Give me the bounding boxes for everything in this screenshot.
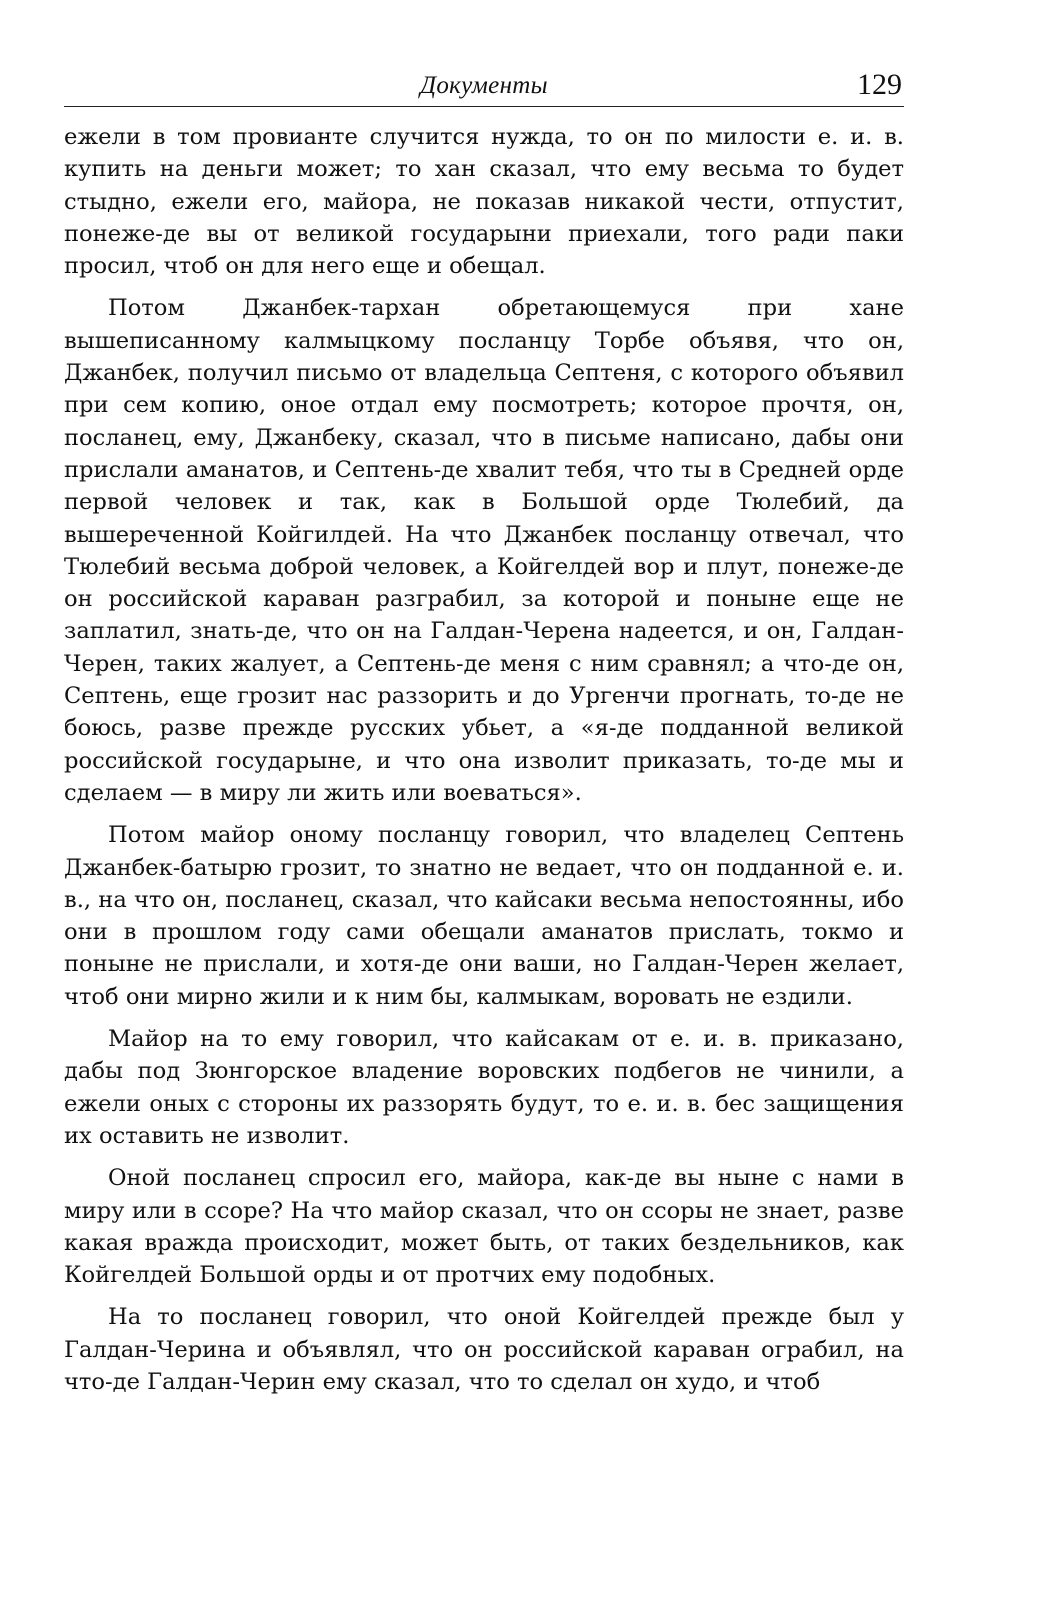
paragraph-1: ежели в том провианте случится нужда, то он по милости е. и. в. купить на деньги может; то хан сказал, что ему весьма то будет стыдно, ежели его, майора, не показав никакой чести, отпустит, понеже-де вы от великой государыни приехали, того ради паки просил, чтоб он для него еще и обещал. — [64, 124, 904, 280]
paragraph-5: Оной посланец спросил его, майора, как-де вы ныне с нами в миру или в ссоре? На что майор сказал, что он ссоры не знает, разве какая вражда происходит, может быть, от таких бездельников, как Койгелдей Большой орды и от протчих ему подобных. — [64, 1165, 904, 1289]
paragraph-2: Потом Джанбек-тархан обретающемуся при хане вышеписанному калмыцкому посланцу Торбе объявя, что он, Джанбек, получил письмо от владельца Септеня, с которого объявил при сем копию, оное отдал ему посмотреть; которое прочтя, он, посланец, ему, Джанбеку, сказал, что в письме написано, дабы они прислали аманатов, и Септень-де хвалит тебя, что ты в Средней орде первой человек и так, как в Большой орде Тюлебий, да вышереченной Койгилдей. На что Джанбек посланцу отвечал, что Тюлебий весьма доброй человек, а Койгелдей вор и плут, понеже-де он российской караван разграбил, за которой и поныне еще не заплатил, знать-де, что он на Галдан-Черена надеется, и он, Галдан-Черен, таких жалует, а Септень-де меня с ним сравнял; а что-де он, Септень, еще грозит нас раззорить и до Ургенчи прогнать, то-де не боюсь, разве прежде русских убьет, а «я-де подданной великой российской государыне, и что она изволит приказать, то-де мы и сделаем — в миру ли жить или воеваться». — [64, 295, 904, 806]
paragraph-3: Потом майор оному посланцу говорил, что владелец Септень Джанбек-батырю грозит, то знатно не ведает, что он подданной е. и. в., на что он, посланец, сказал, что кайсаки весьма непостоянны, ибо они в прошлом году сами обещали аманатов прислать, токмо и поныне не прислали, и хотя-де они ваши, но Галдан-Черен желает, чтоб они мирно жили и к ним бы, калмыкам, воровать не ездили. — [64, 822, 904, 1010]
running-title: Документы — [420, 72, 548, 99]
book-page — [64, 62, 904, 1408]
body-text — [64, 121, 904, 1398]
page-number: 129 — [857, 68, 902, 101]
paragraph-4: Майор на то ему говорил, что кайсакам от е. и. в. приказано, дабы под Зюнгорское владение воровских подбегов не чинили, а ежели оных с стороны их раззорять будут, то е. и. в. бес защищения их оставить не изволит. — [64, 1026, 904, 1149]
running-head — [64, 62, 904, 107]
paragraph-6: На то посланец говорил, что оной Койгелдей прежде был у Галдан-Черина и объявлял, что он российской караван ограбил, на что-де Галдан-Черин ему сказал, что то сделал он худо, и чтоб — [64, 1304, 904, 1395]
